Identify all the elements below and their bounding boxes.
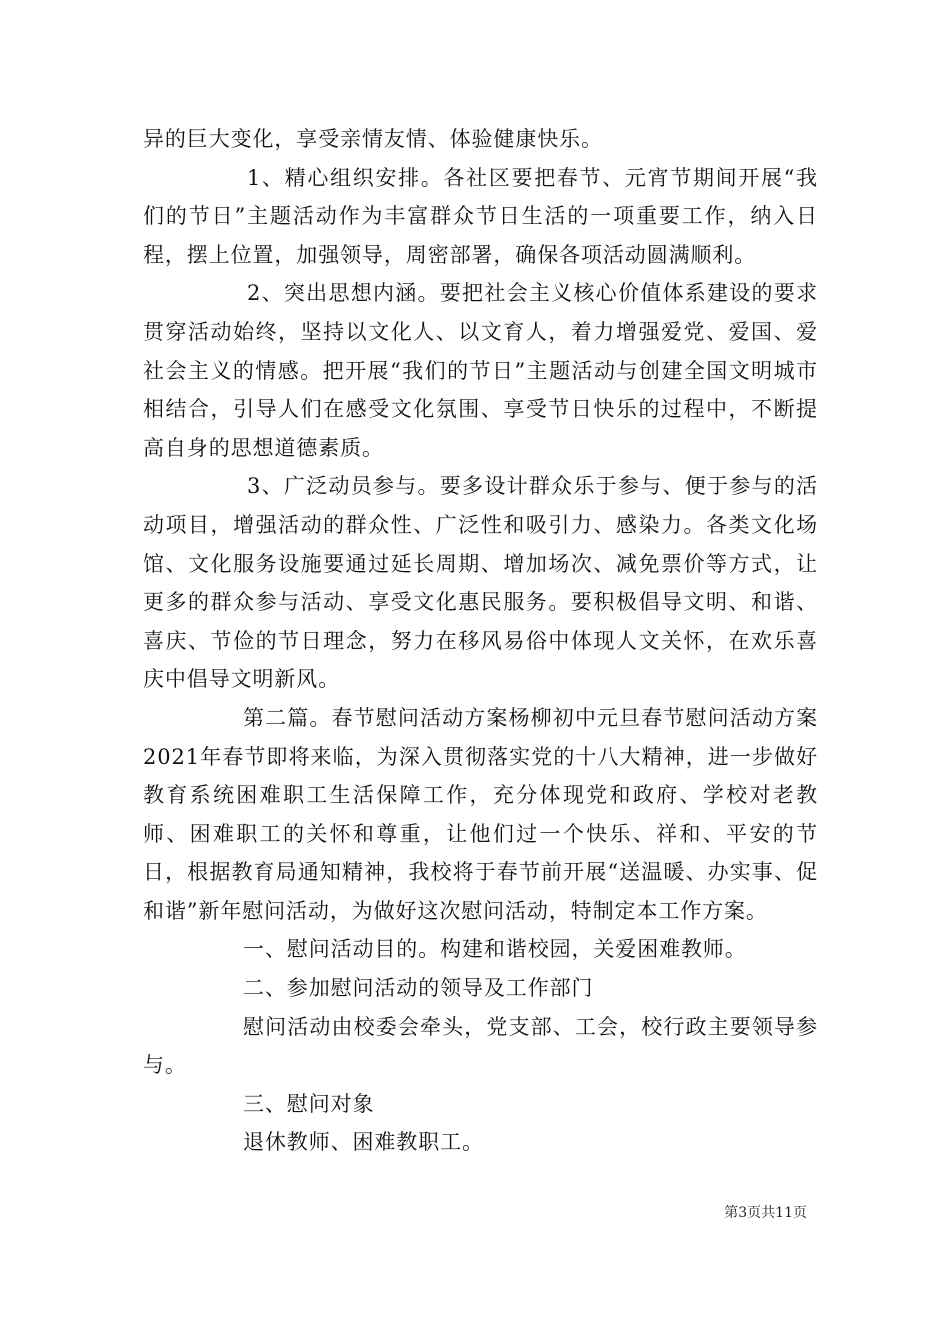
paragraph-targets: 退休教师、困难教职工。	[243, 1130, 484, 1155]
section-heading-targets: 三、慰问对象	[243, 1091, 375, 1116]
document-body	[143, 120, 818, 1162]
section-heading-purpose: 一、慰问活动目的。构建和谐校园，关爱困难教师。	[243, 937, 747, 962]
paragraph-continuation: 异的巨大变化，享受亲情友情、体验健康快乐。	[143, 127, 603, 151]
paragraph-item-3: 3、广泛动员参与。要多设计群众乐于参与、便于参与的活动项目，增强活动的群众性、广泛性和吸引力、感染力。各类文化场馆、文化服务设施要通过延长周期、增加场次、减免票价等方式，让更多的群众参与活动、享受文化惠民服务。要积极倡导文明、和谐、喜庆、节俭的节日理念，努力在移风易俗中体现人文关怀，在欢乐喜庆中倡导文明新风。	[143, 474, 818, 692]
paragraph-item-2: 2、突出思想内涵。要把社会主义核心价值体系建设的要求贯穿活动始终，坚持以文化人、以文育人，着力增强爱党、爱国、爱社会主义的情感。把开展“我们的节日”主题活动与创建全国文明城市相结合，引导人们在感受文化氛围、享受节日快乐的过程中，不断提高自身的思想道德素质。	[143, 281, 818, 460]
paragraph-part-two: 第二篇。春节慰问活动方案杨柳初中元旦春节慰问活动方案2021年春节即将来临，为深入贯彻落实党的十八大精神，进一步做好教育系统困难职工生活保障工作，充分体现党和政府、学校对老教师、困难职工的关怀和尊重，让他们过一个快乐、祥和、平安的节日，根据教育局通知精神，我校将于春节前开展“送温暖、办实事、促和谐”新年慰问活动，为做好这次慰问活动，特制定本工作方案。	[143, 705, 818, 923]
paragraph-leaders: 慰问活动由校委会牵头，党支部、工会，校行政主要领导参与。	[143, 1014, 818, 1078]
paragraph-item-1: 1、精心组织安排。各社区要把春节、元宵节期间开展“我们的节日”主题活动作为丰富群众节日生活的一项重要工作，纳入日程，摆上位置，加强领导，周密部署，确保各项活动圆满顺利。	[143, 165, 818, 267]
page-number-footer: 第3页共11页	[724, 1205, 807, 1221]
section-heading-leaders: 二、参加慰问活动的领导及工作部门	[243, 976, 594, 1001]
